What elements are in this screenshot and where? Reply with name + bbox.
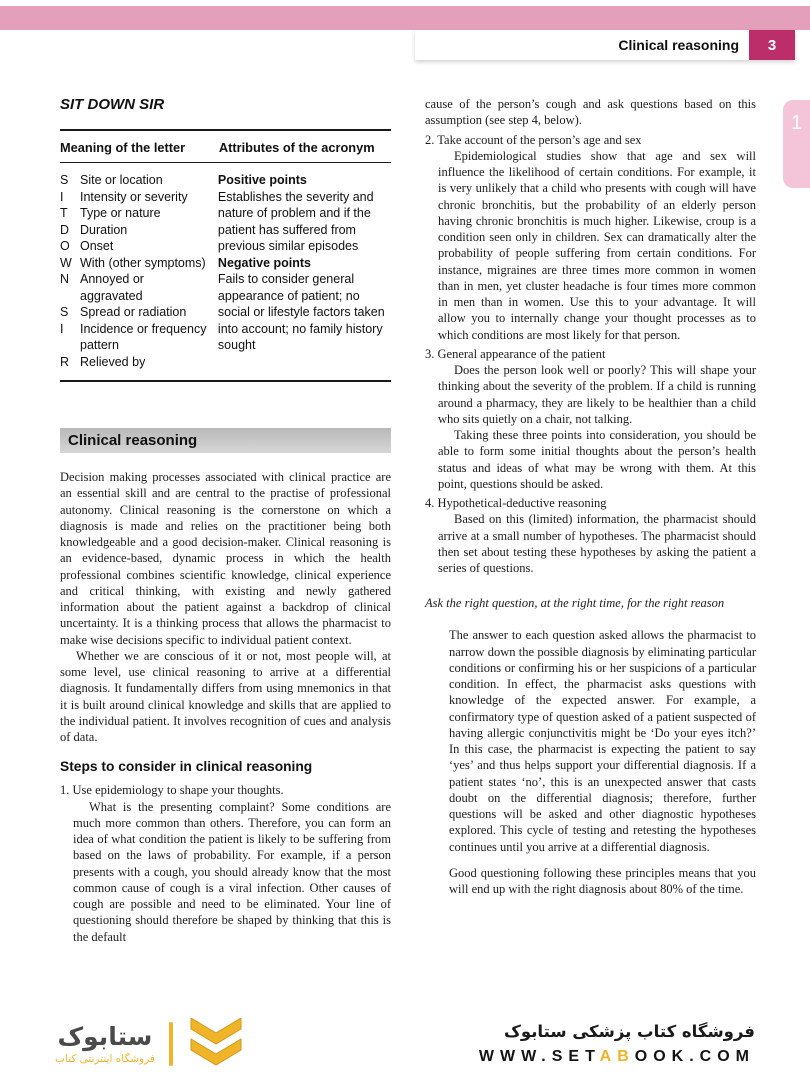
acronym-letter: R xyxy=(60,354,70,369)
table-row xyxy=(60,354,218,371)
table-row xyxy=(60,255,218,272)
step-4-body: Based on this (limited) information, the pharmacist should arrive at a small number of hypotheses. The pharmacist should then set about testing these hypotheses by asking the patient a series of questions. xyxy=(438,512,756,575)
step-1-body: What is the presenting complaint? Some conditions are much more common than others. Therefore, you can form an idea of what condition the patient is likely to be suffering from based on the laws of probability. For example, if a person presents with a cough, you should already know that the most common cause of cough is a viral infection. Other causes of cough are possible and need to be eliminated. Your line of questioning should therefore be shaped by thinking that this is the default xyxy=(73,799,391,944)
acronym-meaning: Onset xyxy=(80,239,114,253)
step-1-title: 1. Use epidemiology to shape your thoughts. xyxy=(60,783,284,798)
acronym-table-body xyxy=(60,163,391,380)
site-url xyxy=(479,1048,755,1066)
table-col-header-attributes: Attributes of the acronym xyxy=(218,140,375,155)
page-content xyxy=(60,96,756,1006)
header-pink-strip xyxy=(0,6,810,30)
acronym-letter: O xyxy=(60,239,70,253)
questioning-block: The answer to each question asked allows the pharmacist to narrow down the possible diagnosis by eliminating particular conditions or confirming his or her suspicions of a particular condition. In effect, the pharmacist asks questions with knowledge of the expected answer. For example, a confirmatory type of question asked of a patient suspected of having allergic conjunctivitis might be ‘Do your eyes itch?’ In this case, the pharmacist is expecting the patient to say ‘yes’ and thus helps support your differential diagnosis. If a patient states ‘no’, this is an unexpected answer that casts doubt on the differential diagnosis; therefore, further questions will be asked and other diagnostic hypotheses explored. This cycle of testing and retesting the hypotheses continues until you arrive at a differential diagnosis. xyxy=(449,628,756,854)
positive-points-heading: Positive points xyxy=(217,173,307,187)
acronym-meaning: Type or nature xyxy=(80,206,161,220)
table-row xyxy=(60,189,218,206)
acronym-meaning: Intensity or severity xyxy=(80,189,188,204)
logo-subtitle: فروشگاه اینترنتی کتاب xyxy=(55,1052,155,1065)
logo-divider xyxy=(169,1022,173,1066)
acronym-meaning: Duration xyxy=(80,222,128,237)
chapter-tab: 1 xyxy=(783,100,810,188)
acronym-meaning: Site or location xyxy=(80,173,163,187)
closing-paragraph: Good questioning following these principles means that you will end up with the right diagnosis about 80% of the time. xyxy=(449,865,756,896)
acronym-letter: S xyxy=(60,173,69,187)
paragraph: Decision making processes associated with clinical practice are an essential skill and are central to the practise of professional autonomy. Clinical reasoning is the cornerstone on which a diagnosis is made and relies on the practitioner being both knowledgeable and a good decision-maker. Clinical reasoning is an evidence-based, dynamic process in which the health professional combines scientific knowledge, clinical experience and critical thinking, with existing and newly gathered information about the patient against a backdrop of clinical uncertainty. It is a thinking process that allows the pharmacist to make wise decisions specific to individual patient context. xyxy=(60,470,391,647)
acronym-meaning: Spread or radiation xyxy=(80,305,187,319)
logo-wordmark: ستابوک xyxy=(57,1021,153,1051)
acronym-letter: W xyxy=(60,255,72,270)
step-2-body: Epidemiological studies show that age and sex will influence the likelihood of certain conditions. For example, it is very unlikely that a child who presents with cough will have chronic bronchitis, but the probability of an elderly person having chronic bronchitis is much higher. Likewise, croup is a condition seen only in children. Sex can dramatically alter the probability of people suffering from certain conditions. For instance, migraines are three times more common in women than in men, yet cluster headache is four times more common in men than in women. Use this to your advantage. It will allow you to internally change your thought processes as to which conditions are most likely for that person. xyxy=(438,148,756,342)
acronym-heading: SIT DOWN SIR xyxy=(60,96,165,113)
acronym-letter: T xyxy=(60,206,68,220)
chevron-logo-icon xyxy=(187,1018,245,1071)
site-url-part: OOK.COM xyxy=(634,1048,755,1065)
left-column xyxy=(60,96,391,1006)
step-2-title: 2. Take account of the person’s age and sex xyxy=(425,132,642,147)
setabook-logo xyxy=(55,1018,245,1071)
site-url-part: WWW.SET xyxy=(478,1048,600,1065)
table-row xyxy=(60,238,218,255)
footer-tagline: فروشگاه کتاب پزشکی ستابوک xyxy=(504,1022,755,1041)
table-row xyxy=(60,222,218,239)
step-4-title: 4. Hypothetical-deductive reasoning xyxy=(425,496,607,510)
table-row xyxy=(60,304,218,321)
right-column xyxy=(425,96,756,1006)
section-heading-clinical-reasoning: Clinical reasoning xyxy=(60,428,391,453)
step-3-body: Does the person look well or poorly? This will shape your thinking about the severity of the problem. If a child is running around a pharmacy, they are likely to be healthier than a child who sits quietly on a chair, not talking. xyxy=(438,363,756,426)
acronym-table xyxy=(60,129,391,382)
acronym-table-header xyxy=(60,131,391,163)
acronym-letter: N xyxy=(60,272,70,286)
running-header-title: Clinical reasoning xyxy=(618,37,739,53)
acronym-meaning: Incidence or frequency pattern xyxy=(80,321,207,352)
negative-points-heading: Negative points xyxy=(217,255,311,270)
acronym-meaning: Annoyed or aggravated xyxy=(80,272,144,303)
footer-right xyxy=(479,1022,755,1066)
footer xyxy=(0,1008,810,1080)
acronym-letter: I xyxy=(60,321,64,336)
site-url-highlight: AB xyxy=(599,1048,635,1065)
table-row xyxy=(60,172,218,189)
step-3-title: 3. General appearance of the patient xyxy=(425,346,606,361)
table-row xyxy=(60,205,218,222)
acronym-letter-list xyxy=(60,172,218,370)
acronym-letter: D xyxy=(60,222,70,237)
paragraph: Whether we are conscious of it or not, most people will, at some level, use clinical reasoning to arrive at a differential diagnosis. It fundamentally differs from using mnemonics in that it is built around clinical knowledge and skills that are applied to the individual patient. It involves recognition of cues and analysis of data. xyxy=(60,648,391,744)
step-3-body-2: Taking these three points into consideration, you should be able to form some initial thoughts about the person’s health status and ideas of what may be wrong with them. At this point, questions should be asked. xyxy=(438,428,756,491)
steps-subheading: Steps to consider in clinical reasoning xyxy=(60,759,313,775)
negative-points-text: Fails to consider general appearance of patient; no social or lifestyle factors taken into account; no family history sought xyxy=(217,272,385,352)
acronym-meaning: With (other symptoms) xyxy=(80,255,206,270)
logo-wordmark-block xyxy=(55,1021,155,1065)
table-row xyxy=(60,271,218,304)
ask-right-question-heading: Ask the right question, at the right time, for the right reason xyxy=(425,596,725,611)
page-number-badge: 3 xyxy=(749,30,795,60)
continued-paragraph: cause of the person’s cough and ask questions based on this assumption (see step 4, below). xyxy=(425,97,756,128)
table-col-header-meaning: Meaning of the letter xyxy=(60,140,186,155)
acronym-attributes xyxy=(218,172,391,370)
acronym-letter: S xyxy=(60,305,69,319)
table-row xyxy=(60,321,218,354)
acronym-meaning: Relieved by xyxy=(80,354,146,369)
acronym-letter: I xyxy=(60,189,64,204)
running-header xyxy=(415,30,795,60)
positive-points-text: Establishes the severity and nature of problem and if the patient has suffered from previous similar episodes xyxy=(217,189,374,253)
